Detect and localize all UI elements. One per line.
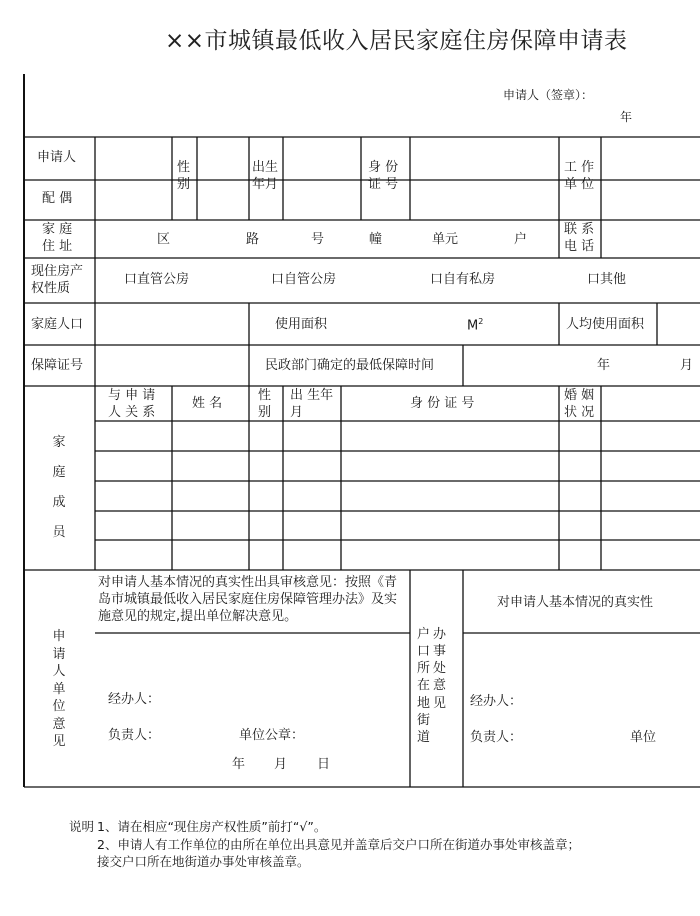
number-label: 号	[311, 232, 325, 247]
unit-date-day: 日	[317, 757, 331, 772]
applicant-signature-label: 申请人（签章）：	[503, 88, 594, 102]
id-number-label: 身 份证 号	[368, 160, 399, 192]
guarantee-cert-number-label: 保障证号	[31, 358, 84, 373]
marital-status-header: 婚 姻状 况	[564, 388, 595, 420]
applicant-label: 申请人	[37, 150, 77, 165]
relation-header: 与 申 请人 关 系	[108, 388, 156, 420]
district-label: 区	[157, 232, 171, 247]
minimum-guarantee-time-label: 民政部门确定的最低保障时间	[265, 358, 435, 373]
home-address-label: 家 庭住 址	[42, 222, 73, 254]
square-meter-unit: $M^2$	[467, 317, 484, 334]
usage-area-label: 使用面积	[275, 317, 328, 332]
option-self-managed-public-housing[interactable]: 口自管公房	[271, 272, 337, 287]
spouse-label: 配 偶	[42, 191, 73, 206]
building-label: 幢	[369, 232, 383, 247]
unit-handler-label: 经办人：	[108, 692, 161, 707]
street-handler-label: 经办人：	[470, 694, 523, 709]
name-header: 姓 名	[192, 396, 223, 411]
note-line-3: 接交户口所在地街道办事处审核盖章。	[97, 854, 310, 869]
member-gender-header: 性别	[258, 388, 272, 420]
note-line-2: 2、申请人有工作单位的由所在单位出具意见并盖章后交户口所在街道办事处审核盖章；	[97, 837, 580, 852]
note-line-1: 1、请在相应“现住房产权性质”前打“√”。	[97, 819, 327, 834]
street-opinion-instruction: 对申请人基本情况的真实性	[497, 595, 654, 610]
property-nature-label: 现住房产权性质	[31, 264, 84, 296]
guarantee-month-label: 月	[680, 358, 694, 373]
unit-opinion-instruction: 对申请人基本情况的真实性出具审核意见：按照《青岛市城镇最低收入居民家庭住房保障管理办法》及实施意见的规定,提出单位解决意见。	[98, 575, 398, 624]
street-unit-label: 单位	[630, 730, 657, 745]
guarantee-year-label: 年	[597, 358, 611, 373]
option-private-housing[interactable]: 口自有私房	[430, 272, 496, 287]
work-unit-label: 工 作单 位	[564, 160, 595, 192]
household-label: 户	[514, 232, 528, 247]
street-responsible-label: 负责人：	[470, 730, 523, 745]
option-direct-public-housing[interactable]: 口直管公房	[124, 272, 190, 287]
road-label: 路	[246, 232, 260, 247]
header-year-label: 年	[620, 110, 633, 124]
unit-date-year: 年	[232, 757, 246, 772]
birth-date-label: 出生年月	[252, 160, 279, 192]
family-members-label: 家庭成员	[52, 435, 66, 540]
per-capita-area-label: 人均使用面积	[566, 317, 645, 332]
unit-responsible-label: 负责人：	[108, 728, 161, 743]
unit-label: 单元	[432, 232, 459, 247]
street-office-opinion-label-left: 户口所在地街道办事处意见	[417, 627, 447, 745]
unit-date-month: 月	[274, 757, 288, 772]
notes-prefix: 说明	[69, 819, 95, 834]
option-other[interactable]: 口其他	[587, 272, 627, 287]
page-title: ××市城镇最低收入居民家庭住房保障申请表	[165, 28, 628, 54]
applicant-unit-opinion-label: 申请人单位意见	[52, 629, 66, 750]
unit-seal-label: 单位公章：	[239, 728, 305, 743]
contact-phone-label: 联 系电 话	[564, 222, 595, 254]
family-population-label: 家庭人口	[31, 317, 84, 332]
gender-label: 性别	[177, 160, 191, 192]
member-id-header: 身 份 证 号	[410, 396, 475, 411]
member-birth-header: 出 生年 月	[290, 388, 334, 420]
